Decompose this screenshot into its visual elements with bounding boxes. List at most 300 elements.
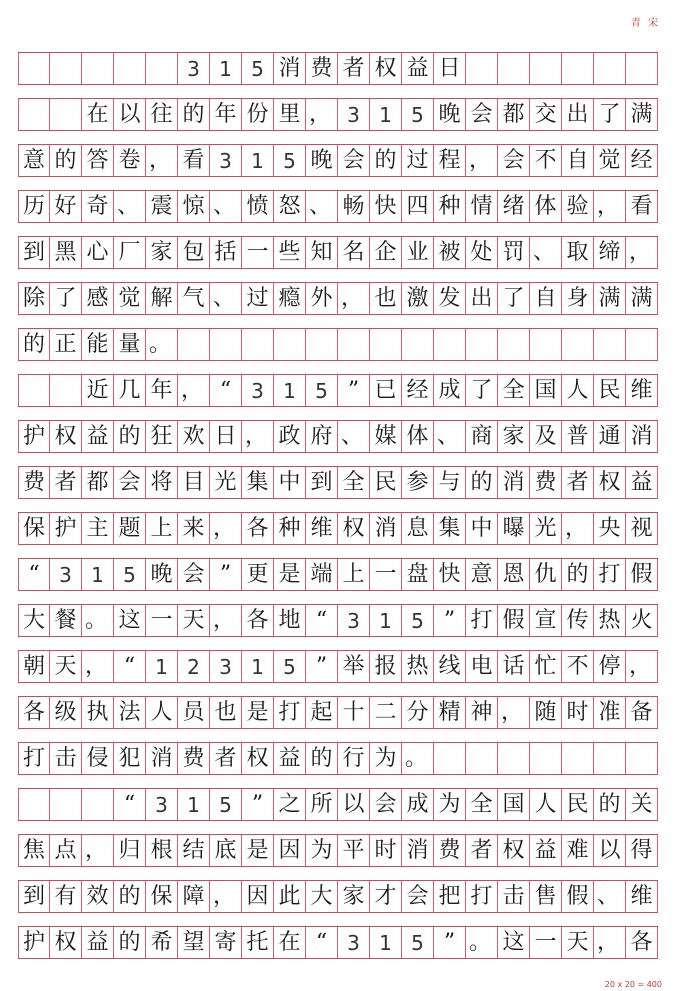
grid-cell	[466, 743, 498, 774]
grid-cell: 息	[402, 513, 434, 544]
grid-cell: 忙	[530, 651, 562, 682]
grid-cell	[434, 329, 466, 360]
grid-cell: 望	[178, 927, 210, 958]
grid-cell: 愤	[242, 191, 274, 222]
grid-cell: ，	[242, 421, 274, 452]
grid-cell: 假	[562, 881, 594, 912]
grid-cell: 名	[338, 237, 370, 268]
grid-cell: 话	[498, 651, 530, 682]
grid-cell: 的	[562, 559, 594, 590]
grid-cell: 一	[370, 559, 402, 590]
grid-cell: 往	[146, 99, 178, 130]
grid-cell: 者	[50, 467, 82, 498]
grid-cell: 会	[370, 789, 402, 820]
grid-cell: 3	[242, 375, 274, 406]
grid-cell: 益	[82, 927, 114, 958]
grid-row	[18, 374, 658, 407]
grid-cell	[50, 375, 82, 406]
grid-cell: 的	[466, 467, 498, 498]
grid-cell: 1	[370, 605, 402, 636]
grid-cell: 过	[242, 283, 274, 314]
grid-cell: 在	[274, 927, 306, 958]
grid-cell: 权	[594, 467, 626, 498]
grid-cell	[306, 329, 338, 360]
grid-cell	[210, 329, 242, 360]
grid-cell: 也	[210, 697, 242, 728]
grid-cell: 企	[370, 237, 402, 268]
grid-cell: 热	[594, 605, 626, 636]
grid-row	[18, 742, 658, 775]
grid-cell: 时	[562, 697, 594, 728]
grid-cell: ，	[210, 881, 242, 912]
grid-cell	[626, 53, 658, 84]
grid-cell	[434, 743, 466, 774]
grid-cell: 托	[242, 927, 274, 958]
grid-cell: 家	[338, 881, 370, 912]
grid-cell: 得	[626, 835, 658, 866]
grid-cell: 会	[178, 559, 210, 590]
grid-cell: 、	[594, 881, 626, 912]
grid-cell: 权	[498, 835, 530, 866]
grid-cell: 全	[498, 375, 530, 406]
grid-cell: 3	[50, 559, 82, 590]
grid-cell: 被	[434, 237, 466, 268]
grid-cell: 上	[146, 513, 178, 544]
grid-cell: 为	[434, 789, 466, 820]
grid-cell: 这	[498, 927, 530, 958]
grid-cell: 、	[338, 421, 370, 452]
grid-cell: 天	[178, 605, 210, 636]
grid-cell: 费	[530, 467, 562, 498]
grid-cell: 线	[434, 651, 466, 682]
grid-cell: 全	[466, 789, 498, 820]
grid-cell: 护	[18, 421, 50, 452]
grid-row	[18, 604, 658, 637]
grid-row	[18, 788, 658, 821]
grid-cell: 维	[626, 375, 658, 406]
grid-cell: 为	[306, 835, 338, 866]
grid-cell: 会	[338, 145, 370, 176]
grid-cell: 民	[594, 375, 626, 406]
grid-cell: ，	[210, 605, 242, 636]
grid-cell: 正	[50, 329, 82, 360]
grid-cell: 5	[210, 789, 242, 820]
grid-cell: 2	[178, 651, 210, 682]
grid-cell: 益	[82, 421, 114, 452]
grid-cell: 。	[146, 329, 178, 360]
grid-row	[18, 190, 658, 223]
grid-cell: 1	[178, 789, 210, 820]
grid-cell: 量	[114, 329, 146, 360]
grid-cell: 民	[370, 467, 402, 498]
grid-cell: 、	[210, 191, 242, 222]
grid-cell: 四	[402, 191, 434, 222]
grid-cell: 年	[210, 99, 242, 130]
grid-cell: 5	[274, 651, 306, 682]
grid-cell: 情	[466, 191, 498, 222]
grid-cell: 一	[242, 237, 274, 268]
grid-cell	[626, 743, 658, 774]
grid-cell: 来	[178, 513, 210, 544]
grid-cell: 、	[114, 191, 146, 222]
grid-cell	[498, 53, 530, 84]
grid-cell: 集	[242, 467, 274, 498]
grid-cell: ，	[178, 375, 210, 406]
grid-cell: 晚	[306, 145, 338, 176]
grid-cell: 份	[242, 99, 274, 130]
grid-cell: 人	[530, 789, 562, 820]
grid-cell	[466, 329, 498, 360]
grid-cell: 时	[370, 835, 402, 866]
grid-cell: 保	[146, 881, 178, 912]
grid-cell: 大	[306, 881, 338, 912]
grid-cell: 恩	[498, 559, 530, 590]
grid-cell: 费	[306, 53, 338, 84]
grid-cell: 热	[402, 651, 434, 682]
grid-cell	[146, 53, 178, 84]
grid-cell	[562, 329, 594, 360]
grid-cell: 3	[338, 99, 370, 130]
grid-cell: 执	[82, 697, 114, 728]
grid-cell: 的	[306, 743, 338, 774]
grid-cell: 日	[210, 421, 242, 452]
grid-cell: ，	[210, 513, 242, 544]
grid-cell: 视	[626, 513, 658, 544]
grid-cell: 1	[242, 651, 274, 682]
grid-cell	[18, 375, 50, 406]
grid-cell: 打	[466, 881, 498, 912]
grid-size-label: 20 x 20 = 400	[604, 980, 662, 989]
grid-cell: 知	[306, 237, 338, 268]
grid-cell: 光	[210, 467, 242, 498]
grid-cell: 里	[274, 99, 306, 130]
grid-cell: 消	[626, 421, 658, 452]
grid-cell: 觉	[114, 283, 146, 314]
grid-row	[18, 880, 658, 913]
grid-cell: 精	[434, 697, 466, 728]
grid-cell: 底	[210, 835, 242, 866]
grid-cell: 中	[274, 467, 306, 498]
grid-cell: 端	[306, 559, 338, 590]
grid-cell: “	[306, 605, 338, 636]
grid-cell: 消	[498, 467, 530, 498]
grid-row	[18, 558, 658, 591]
grid-cell: 的	[178, 99, 210, 130]
grid-cell	[594, 329, 626, 360]
grid-cell: ，	[82, 651, 114, 682]
grid-cell: 外	[306, 283, 338, 314]
grid-cell: 之	[274, 789, 306, 820]
grid-cell: 1	[242, 145, 274, 176]
grid-cell: 种	[434, 191, 466, 222]
grid-cell: 出	[466, 283, 498, 314]
grid-cell: 人	[146, 697, 178, 728]
grid-cell	[562, 53, 594, 84]
grid-cell: 的	[18, 329, 50, 360]
grid-cell: 二	[370, 697, 402, 728]
grid-cell	[594, 53, 626, 84]
grid-cell: ，	[466, 145, 498, 176]
grid-cell: 停	[594, 651, 626, 682]
grid-cell: 政	[274, 421, 306, 452]
grid-cell: 所	[306, 789, 338, 820]
grid-cell: 假	[626, 559, 658, 590]
grid-cell: 益	[626, 467, 658, 498]
grid-cell: 媒	[370, 421, 402, 452]
grid-cell: 击	[498, 881, 530, 912]
grid-cell: 成	[402, 789, 434, 820]
grid-cell: 打	[466, 605, 498, 636]
manuscript-grid	[18, 52, 658, 972]
grid-cell: 级	[50, 697, 82, 728]
grid-cell	[594, 743, 626, 774]
grid-cell: 也	[370, 283, 402, 314]
grid-cell: 了	[594, 99, 626, 130]
grid-cell: 关	[626, 789, 658, 820]
grid-cell: 者	[210, 743, 242, 774]
grid-cell: 售	[530, 881, 562, 912]
grid-cell: 1	[210, 53, 242, 84]
grid-cell: 自	[562, 145, 594, 176]
grid-cell: 体	[402, 421, 434, 452]
grid-cell	[178, 329, 210, 360]
grid-cell: 、	[434, 421, 466, 452]
grid-cell: “	[306, 927, 338, 958]
grid-cell: 法	[114, 697, 146, 728]
grid-cell: 国	[498, 789, 530, 820]
grid-cell: 仇	[530, 559, 562, 590]
grid-cell: ，	[594, 927, 626, 958]
grid-cell: 1	[370, 99, 402, 130]
grid-cell: 怒	[274, 191, 306, 222]
grid-cell: 3	[338, 605, 370, 636]
grid-cell: 上	[338, 559, 370, 590]
grid-cell: 打	[274, 697, 306, 728]
grid-cell: ”	[434, 927, 466, 958]
grid-cell: 奇	[82, 191, 114, 222]
grid-cell: 到	[18, 237, 50, 268]
grid-cell: 看	[178, 145, 210, 176]
grid-cell: ，	[146, 145, 178, 176]
grid-cell: 平	[338, 835, 370, 866]
grid-cell: 3	[178, 53, 210, 84]
grid-cell: 餐	[50, 605, 82, 636]
grid-cell: 3	[338, 927, 370, 958]
grid-cell: 行	[338, 743, 370, 774]
grid-cell: 、	[530, 237, 562, 268]
grid-cell: 费	[178, 743, 210, 774]
grid-cell: 的	[114, 927, 146, 958]
grid-row	[18, 466, 658, 499]
grid-cell: 起	[306, 697, 338, 728]
grid-cell: 随	[530, 697, 562, 728]
grid-cell: 打	[18, 743, 50, 774]
grid-cell	[626, 329, 658, 360]
grid-cell: 消	[146, 743, 178, 774]
grid-cell: 员	[178, 697, 210, 728]
grid-cell: 以	[338, 789, 370, 820]
grid-cell: 惊	[178, 191, 210, 222]
grid-cell: 点	[50, 835, 82, 866]
grid-cell: 能	[82, 329, 114, 360]
grid-cell: 卷	[114, 145, 146, 176]
grid-cell: 的	[370, 145, 402, 176]
grid-cell: 保	[18, 513, 50, 544]
grid-cell: 除	[18, 283, 50, 314]
grid-cell: 。	[402, 743, 434, 774]
grid-cell: 犯	[114, 743, 146, 774]
grid-row	[18, 236, 658, 269]
grid-cell: 成	[434, 375, 466, 406]
grid-row	[18, 834, 658, 867]
grid-cell: 3	[146, 789, 178, 820]
grid-cell: 过	[402, 145, 434, 176]
grid-cell: 央	[594, 513, 626, 544]
grid-cell: 这	[114, 605, 146, 636]
grid-cell: 瘾	[274, 283, 306, 314]
grid-cell: 畅	[338, 191, 370, 222]
grid-cell: ”	[242, 789, 274, 820]
grid-cell: 障	[178, 881, 210, 912]
grid-cell: 5	[114, 559, 146, 590]
grid-cell: 商	[466, 421, 498, 452]
grid-cell: 的	[50, 145, 82, 176]
grid-cell: 集	[434, 513, 466, 544]
grid-cell: 出	[562, 99, 594, 130]
grid-cell: 5	[242, 53, 274, 84]
grid-cell: 5	[402, 99, 434, 130]
grid-cell: 3	[210, 145, 242, 176]
grid-cell: 各	[626, 927, 658, 958]
grid-cell: 神	[466, 697, 498, 728]
grid-cell: 体	[530, 191, 562, 222]
grid-cell: 激	[402, 283, 434, 314]
grid-row	[18, 328, 658, 361]
grid-cell: 参	[402, 467, 434, 498]
grid-cell: 地	[274, 605, 306, 636]
grid-row	[18, 52, 658, 85]
grid-cell: ，	[562, 513, 594, 544]
grid-cell: 侵	[82, 743, 114, 774]
grid-cell: 各	[18, 697, 50, 728]
grid-cell: 的	[594, 789, 626, 820]
grid-cell: 答	[82, 145, 114, 176]
grid-cell: 与	[434, 467, 466, 498]
grid-cell	[498, 329, 530, 360]
grid-cell: 是	[274, 559, 306, 590]
grid-cell: 权	[242, 743, 274, 774]
grid-row	[18, 696, 658, 729]
grid-cell: 已	[370, 375, 402, 406]
grid-cell: 好	[50, 191, 82, 222]
grid-cell: 、	[306, 191, 338, 222]
grid-cell: 年	[146, 375, 178, 406]
grid-cell	[50, 53, 82, 84]
grid-cell: 欢	[178, 421, 210, 452]
grid-cell: 假	[498, 605, 530, 636]
grid-cell	[18, 99, 50, 130]
grid-cell: 震	[146, 191, 178, 222]
grid-cell: 包	[178, 237, 210, 268]
grid-row	[18, 282, 658, 315]
grid-cell: 5	[402, 605, 434, 636]
grid-row	[18, 650, 658, 683]
grid-cell: 主	[82, 513, 114, 544]
grid-cell: 希	[146, 927, 178, 958]
grid-cell: 取	[562, 237, 594, 268]
grid-cell: 曝	[498, 513, 530, 544]
grid-cell: 处	[466, 237, 498, 268]
grid-cell: 者	[338, 53, 370, 84]
grid-cell: “	[18, 559, 50, 590]
grid-cell	[530, 743, 562, 774]
grid-cell: 者	[466, 835, 498, 866]
grid-cell: 更	[242, 559, 274, 590]
grid-cell: 的	[114, 881, 146, 912]
grid-cell: 寄	[210, 927, 242, 958]
grid-cell	[274, 329, 306, 360]
grid-cell: 意	[466, 559, 498, 590]
grid-cell: 权	[50, 927, 82, 958]
grid-cell: ，	[626, 651, 658, 682]
grid-cell: 括	[210, 237, 242, 268]
grid-cell: 黑	[50, 237, 82, 268]
grid-cell	[82, 53, 114, 84]
grid-cell: 都	[498, 99, 530, 130]
grid-cell: 气	[178, 283, 210, 314]
grid-cell	[338, 329, 370, 360]
grid-cell: 各	[242, 513, 274, 544]
grid-cell: 快	[370, 191, 402, 222]
grid-cell: 难	[562, 835, 594, 866]
grid-cell: 都	[82, 467, 114, 498]
grid-cell: 到	[18, 881, 50, 912]
grid-cell	[530, 329, 562, 360]
grid-cell: ”	[306, 651, 338, 682]
grid-cell: 有	[50, 881, 82, 912]
grid-cell: 准	[594, 697, 626, 728]
grid-cell: 不	[530, 145, 562, 176]
grid-cell: 近	[82, 375, 114, 406]
grid-cell: 民	[562, 789, 594, 820]
grid-cell: 权	[50, 421, 82, 452]
grid-cell: 天	[562, 927, 594, 958]
grid-cell: 费	[434, 835, 466, 866]
grid-cell: 家	[146, 237, 178, 268]
grid-cell: 历	[18, 191, 50, 222]
grid-cell: ，	[626, 237, 658, 268]
grid-cell: 日	[434, 53, 466, 84]
grid-cell	[402, 329, 434, 360]
grid-cell: 一	[530, 927, 562, 958]
grid-cell	[370, 329, 402, 360]
grid-cell: 是	[242, 697, 274, 728]
grid-cell: “	[114, 651, 146, 682]
grid-cell: 宣	[530, 605, 562, 636]
grid-cell: 益	[402, 53, 434, 84]
grid-cell: 朝	[18, 651, 50, 682]
grid-cell: 会	[402, 881, 434, 912]
grid-cell: 者	[562, 467, 594, 498]
grid-cell: 狂	[146, 421, 178, 452]
grid-cell: 到	[306, 467, 338, 498]
grid-cell: 1	[274, 375, 306, 406]
grid-cell: 交	[530, 99, 562, 130]
grid-cell	[498, 743, 530, 774]
grid-cell: 归	[114, 835, 146, 866]
grid-cell: 家	[498, 421, 530, 452]
grid-cell: 消	[274, 53, 306, 84]
